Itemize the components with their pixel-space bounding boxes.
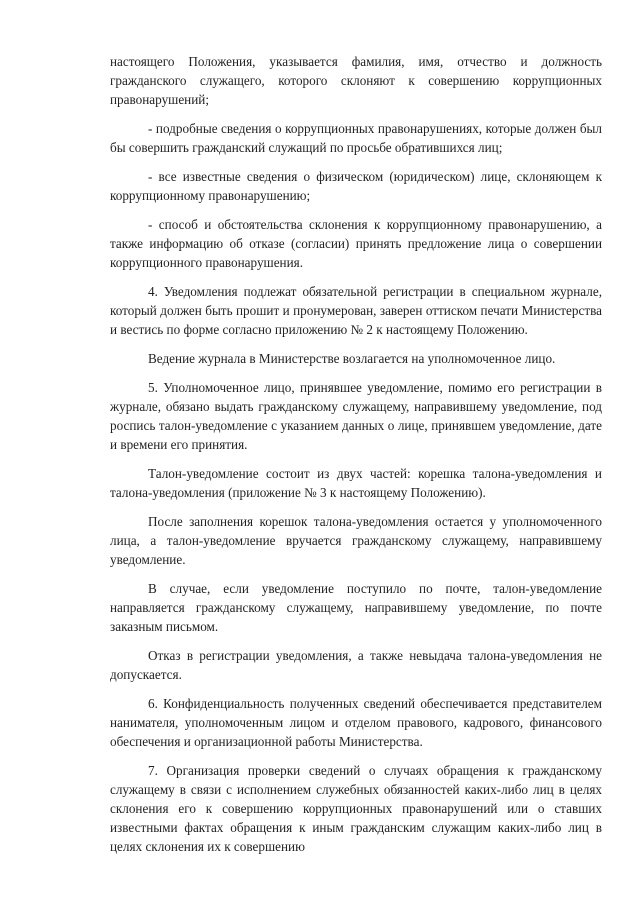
paragraph-refusal: Отказ в регистрации уведомления, а также невыдача талона-уведомления не допускается.	[110, 648, 602, 682]
paragraph-item-5: 5. Уполномоченное лицо, принявшее уведомление, помимо его регистрации в журнале, обязано выдать гражданскому служащему, направившему уведомление, под роспись талон-уведомление с указанием данных о лице, принявшем уведомление, дате и времени его принятия.	[110, 380, 602, 452]
paragraph-item-4: 4. Уведомления подлежат обязательной регистрации в специальном журнале, который должен быть прошит и пронумерован, заверен оттиском печати Министерства и вестись по форме согласно приложению № 2 к настоящему Положению.	[110, 284, 602, 337]
paragraph-person-info: - все известные сведения о физическом (юридическом) лице, склоняющем к коррупционному правонарушению;	[110, 169, 602, 203]
paragraph-item-7: 7. Организация проверки сведений о случаях обращения к гражданскому служащему в связи с исполнением служебных обязанностей каких-либо лиц в целях склонения его к совершению коррупционных правонарушений или о ставших известными фактах обращения к иным гражданским служащим каких-либо лиц в целях склонения их к совершению	[110, 763, 602, 854]
paragraph-method: - способ и обстоятельства склонения к коррупционному правонарушению, а также информацию об отказе (согласии) принять предложение лица о совершении коррупционного правонарушения.	[110, 217, 602, 270]
paragraph-detailed-info: - подробные сведения о коррупционных правонарушениях, которые должен был бы совершить гражданский служащий по просьбе обратившихся лиц;	[110, 121, 602, 155]
document-body	[110, 52, 602, 866]
paragraph-journal: Ведение журнала в Министерстве возлагается на уполномоченное лицо.	[148, 351, 556, 366]
paragraph-after-filling: После заполнения корешок талона-уведомления остается у уполномоченного лица, а талон-уведомление вручается гражданскому служащему, направившему уведомление.	[110, 514, 602, 567]
paragraph-continuation: настоящего Положения, указывается фамилия, имя, отчество и должность гражданского служащего, которого склоняют к совершению коррупционных правонарушений;	[110, 54, 602, 107]
paragraph-by-mail: В случае, если уведомление поступило по почте, талон-уведомление направляется гражданскому служащему, направившему уведомление, по почте заказным письмом.	[110, 581, 602, 634]
paragraph-item-6: 6. Конфиденциальность полученных сведений обеспечивается представителем нанимателя, уполномоченным лицом и отделом правового, кадрового, финансового обеспечения и организационной работы Министерства.	[110, 696, 602, 749]
paragraph-talon-parts: Талон-уведомление состоит из двух частей: корешка талона-уведомления и талона-уведомления (приложение № 3 к настоящему Положению).	[110, 466, 602, 500]
